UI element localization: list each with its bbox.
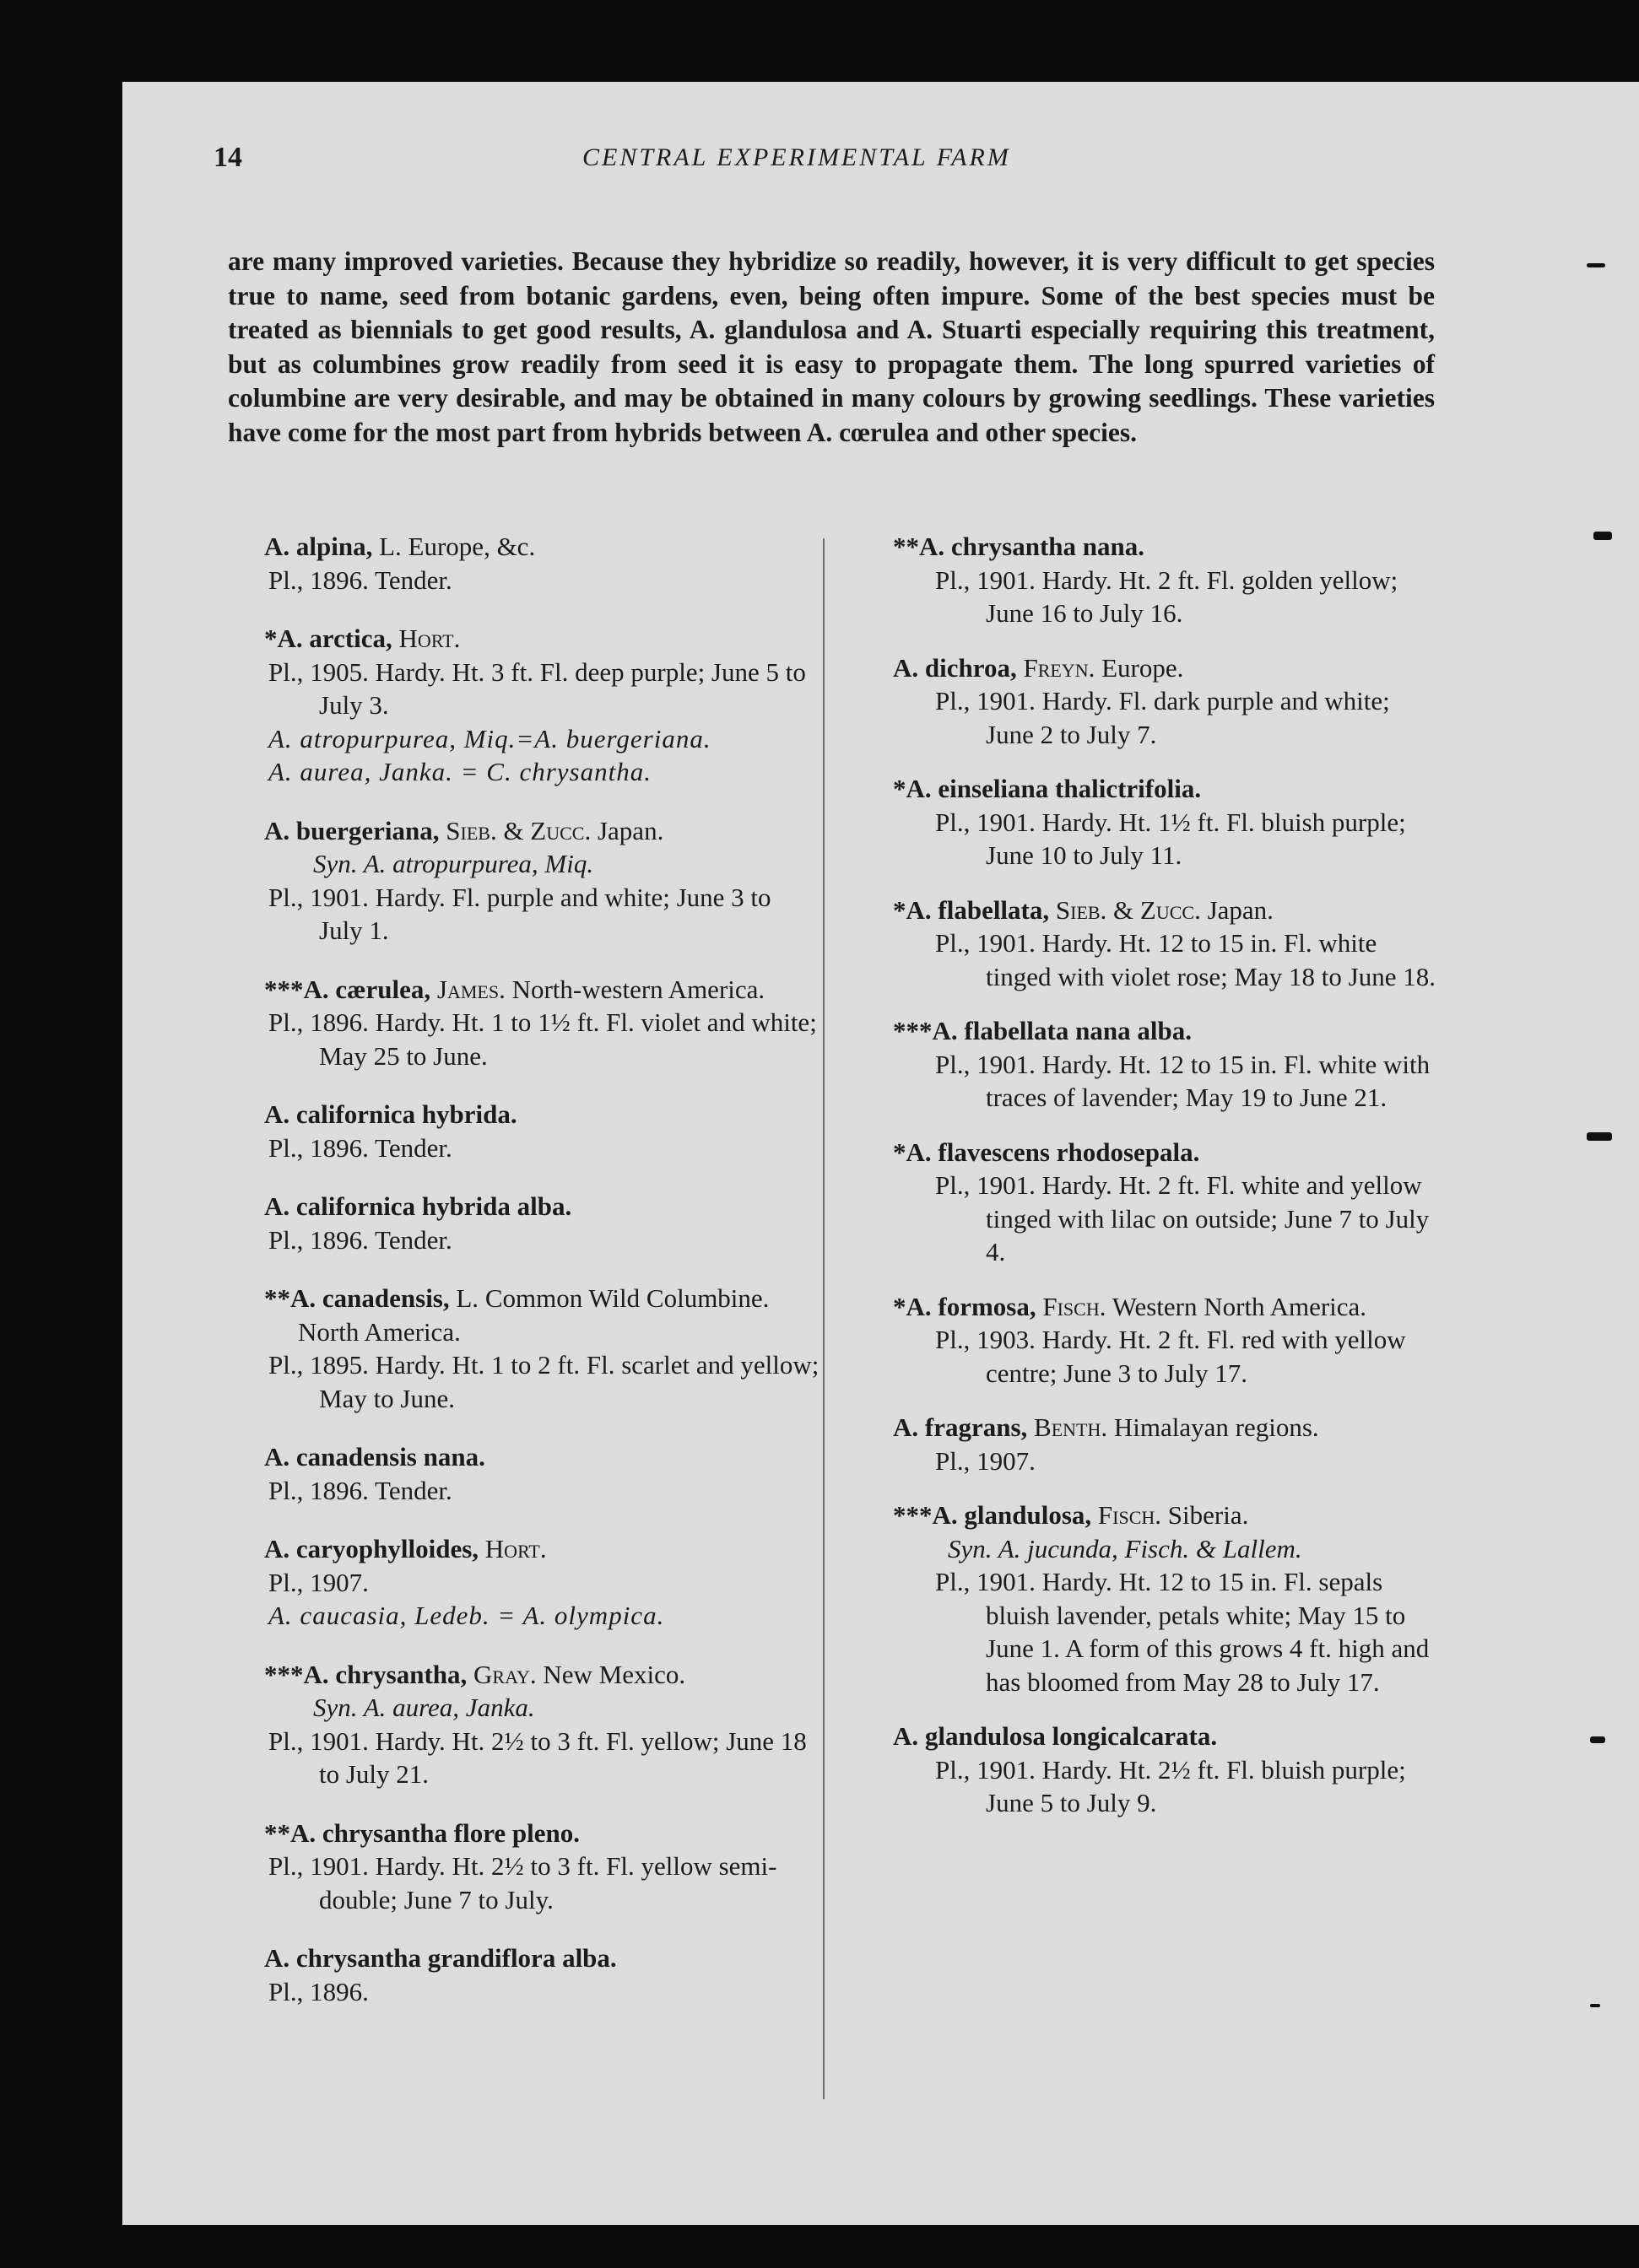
species-entry <box>205 1098 820 1164</box>
species-entry <box>834 894 1442 994</box>
edge-mark <box>1590 2004 1600 2007</box>
rating-stars: *** <box>893 1500 933 1530</box>
species-details: Pl., 1901. Hardy. Fl. purple and white; June 3 to July 1. <box>268 882 771 945</box>
species-entry <box>205 530 820 597</box>
species-name: A. cærulea, <box>303 974 431 1004</box>
species-origin: Common Wild Columbine. North America. <box>298 1283 770 1347</box>
species-entry <box>834 1136 1442 1269</box>
species-heading <box>264 1817 820 1850</box>
rating-stars: *** <box>264 1659 304 1689</box>
species-heading <box>264 1282 820 1348</box>
species-heading <box>893 1290 1442 1324</box>
species-author: Fisch. <box>1097 1500 1162 1530</box>
rating-stars: *** <box>264 974 304 1004</box>
species-entry <box>834 1290 1442 1390</box>
species-entry <box>834 1720 1442 1820</box>
species-name: A. chrysantha grandiflora alba. <box>264 1943 617 1973</box>
species-heading <box>264 1941 820 1975</box>
species-heading <box>893 1136 1442 1169</box>
species-name: A. flabellata, <box>906 894 1050 925</box>
species-origin: Western North America. <box>1112 1291 1367 1321</box>
species-author: L. <box>456 1283 479 1313</box>
species-name: A. chrysantha flore pleno. <box>290 1817 581 1848</box>
species-entry <box>205 1817 820 1917</box>
rating-stars: ** <box>893 532 919 561</box>
species-entry <box>205 973 820 1073</box>
species-entry <box>834 772 1442 872</box>
species-synonym: Syn. A. atropurpurea, Miq. <box>313 849 594 878</box>
species-name: A. flavescens rhodosepala. <box>906 1137 1200 1167</box>
species-heading <box>264 622 820 656</box>
species-heading <box>264 973 820 1007</box>
species-name: A. caryophylloides, <box>264 1534 479 1563</box>
species-details: Pl., 1901. Hardy. Ht. 12 to 15 in. Fl. white tinged with violet rose; May 18 to June 18. <box>935 928 1436 991</box>
species-heading <box>893 1411 1442 1444</box>
edge-mark <box>1587 263 1605 267</box>
species-heading <box>264 1190 820 1223</box>
species-heading <box>893 1014 1442 1048</box>
species-entry <box>205 1532 820 1633</box>
species-entry <box>834 530 1442 630</box>
rating-stars: * <box>264 624 278 653</box>
species-heading <box>264 530 820 564</box>
species-origin: New Mexico. <box>543 1659 686 1689</box>
species-name: A. alpina, <box>264 532 373 561</box>
species-details: Pl., 1896. Tender. <box>268 1475 452 1505</box>
species-details: Pl., 1903. Hardy. Ht. 2 ft. Fl. red with yellow centre; June 3 to July 17. <box>935 1325 1406 1388</box>
edge-mark <box>1587 1132 1612 1141</box>
species-entry <box>205 1658 820 1791</box>
species-synonym: Syn. A. aurea, Janka. <box>313 1693 535 1722</box>
species-name: A. glandulosa, <box>932 1500 1092 1530</box>
species-entry <box>205 1440 820 1507</box>
rating-stars: ** <box>264 1283 290 1313</box>
species-details: Pl., 1901. Hardy. Ht. 1½ ft. Fl. bluish purple; June 10 to July 11. <box>935 807 1406 870</box>
species-name: A. canadensis, <box>290 1283 450 1313</box>
cross-reference: A. atropurpurea, Miq.=A. buergeriana. <box>268 723 711 753</box>
rating-stars: * <box>893 1291 906 1321</box>
species-author: Hort. <box>398 624 461 653</box>
species-author: L. <box>379 532 402 561</box>
species-details: Pl., 1896. Hardy. Ht. 1 to 1½ ft. Fl. violet and white; May 25 to June. <box>268 1007 817 1071</box>
species-author: Fisch. <box>1042 1291 1106 1321</box>
left-column <box>205 530 820 2033</box>
species-name: A. arctica, <box>277 624 392 653</box>
species-entry <box>834 651 1442 752</box>
species-origin: Japan. <box>1207 894 1274 925</box>
rating-stars: * <box>893 894 906 925</box>
species-details: Pl., 1896. <box>268 1976 369 2006</box>
page-number: 14 <box>214 142 242 173</box>
species-name: A. buergeriana, <box>264 815 440 845</box>
species-author: Benth. <box>1034 1412 1108 1442</box>
species-entry <box>205 1190 820 1256</box>
species-heading <box>264 1658 820 1692</box>
species-heading <box>264 814 820 848</box>
species-author: Gray. <box>473 1659 537 1689</box>
species-name: A. californica hybrida alba. <box>264 1191 572 1221</box>
species-entry <box>834 1498 1442 1698</box>
rating-stars: *** <box>893 1016 933 1045</box>
species-heading <box>893 530 1442 564</box>
species-name: A. chrysantha, <box>303 1659 468 1689</box>
species-details: Pl., 1901. Hardy. Fl. dark purple and white; June 2 to July 7. <box>935 686 1390 749</box>
species-name: A. canadensis nana. <box>264 1442 485 1472</box>
species-origin: Japan. <box>597 815 664 845</box>
running-title: CENTRAL EXPERIMENTAL FARM <box>582 143 1011 171</box>
column-divider <box>823 538 825 2099</box>
cross-reference: A. caucasia, Ledeb. = A. olympica. <box>268 1601 665 1630</box>
species-name: A. californica hybrida. <box>264 1099 517 1129</box>
species-details: Pl., 1901. Hardy. Ht. 2½ to 3 ft. Fl. yellow semi-double; June 7 to July. <box>268 1851 777 1914</box>
species-name: A. chrysantha nana. <box>919 532 1144 561</box>
species-heading <box>264 1440 820 1474</box>
species-heading <box>893 1720 1442 1753</box>
species-details: Pl., 1907. <box>935 1445 1036 1476</box>
species-author: Sieb. & Zucc. <box>446 815 592 845</box>
species-details: Pl., 1896. Tender. <box>268 1224 452 1255</box>
species-details: Pl., 1896. Tender. <box>268 1132 452 1163</box>
species-origin: Europe. <box>1101 652 1184 683</box>
species-name: A. glandulosa longicalcarata. <box>893 1721 1218 1751</box>
species-details: Pl., 1901. Hardy. Ht. 12 to 15 in. Fl. sepals bluish lavender, petals white; May 15 to June 1. A form of this grows 4 ft. high and has bloomed from May 28 to July 17. <box>935 1567 1430 1697</box>
rating-stars: * <box>893 1137 906 1167</box>
species-details: Pl., 1896. Tender. <box>268 564 452 595</box>
species-author: James. <box>436 974 506 1004</box>
species-author: Sieb. & Zucc. <box>1055 894 1201 925</box>
species-origin: North-western America. <box>511 974 765 1004</box>
species-details: Pl., 1905. Hardy. Ht. 3 ft. Fl. deep purple; June 5 to July 3. <box>268 656 806 720</box>
species-details: Pl., 1901. Hardy. Ht. 2½ to 3 ft. Fl. yellow; June 18 to July 21. <box>268 1725 807 1789</box>
species-heading <box>893 772 1442 806</box>
species-name: A. einseliana thalictrifolia. <box>906 774 1202 803</box>
species-details: Pl., 1895. Hardy. Ht. 1 to 2 ft. Fl. scarlet and yellow; May to June. <box>268 1350 820 1413</box>
species-entry <box>205 1941 820 2008</box>
species-heading <box>264 1098 820 1131</box>
species-details: Pl., 1907. <box>268 1567 369 1597</box>
species-author: Freyn. <box>1023 652 1095 683</box>
species-synonym: Syn. A. jucunda, Fisch. & Lallem. <box>948 1533 1302 1563</box>
species-entry <box>834 1014 1442 1115</box>
species-name: A. dichroa, <box>893 652 1017 683</box>
edge-mark <box>1593 532 1612 540</box>
species-origin: Himalayan regions. <box>1113 1412 1319 1442</box>
rating-stars: * <box>893 774 906 803</box>
species-heading <box>893 894 1442 927</box>
species-details: Pl., 1901. Hardy. Ht. 2 ft. Fl. golden yellow; June 16 to July 16. <box>935 564 1398 628</box>
species-origin: Siberia. <box>1167 1500 1249 1530</box>
species-entry <box>205 622 820 789</box>
species-entry <box>834 1411 1442 1477</box>
species-name: A. fragrans, <box>893 1412 1028 1442</box>
species-heading <box>264 1532 820 1566</box>
species-entry <box>205 814 820 948</box>
species-origin: Europe, &c. <box>408 532 536 561</box>
cross-reference: A. aurea, Janka. = C. chrysantha. <box>268 757 652 786</box>
intro-paragraph: are many improved varieties. Because they hybridize so readily, however, it is very difficult to get species true to name, seed from botanic gardens, even, being often impure. Some of the best species must be treated as biennials to get good results, A. glandulosa and A. Stuarti especially requiring this treatment, but as columbines grow readily from seed it is easy to propagate them. The long spurred varieties of columbine are very desirable, and may be obtained in many colours by growing seedlings. These varieties have come for the most part from hybrids between A. cœrulea and other species. <box>228 246 1435 447</box>
species-name: A. flabellata nana alba. <box>932 1016 1192 1045</box>
species-heading <box>893 651 1442 685</box>
rating-stars: ** <box>264 1817 290 1848</box>
species-heading <box>893 1498 1442 1532</box>
species-entry <box>205 1282 820 1415</box>
species-author: Hort. <box>484 1534 547 1563</box>
right-column <box>834 530 1442 1841</box>
species-details: Pl., 1901. Hardy. Ht. 2½ ft. Fl. bluish purple; June 5 to July 9. <box>935 1754 1406 1817</box>
edge-mark <box>1590 1736 1605 1743</box>
species-details: Pl., 1901. Hardy. Ht. 2 ft. Fl. white and yellow tinged with lilac on outside; June 7 to July 4. <box>935 1170 1430 1266</box>
species-details: Pl., 1901. Hardy. Ht. 12 to 15 in. Fl. white with traces of lavender; May 19 to June 21. <box>935 1049 1431 1112</box>
species-name: A. formosa, <box>906 1291 1036 1321</box>
